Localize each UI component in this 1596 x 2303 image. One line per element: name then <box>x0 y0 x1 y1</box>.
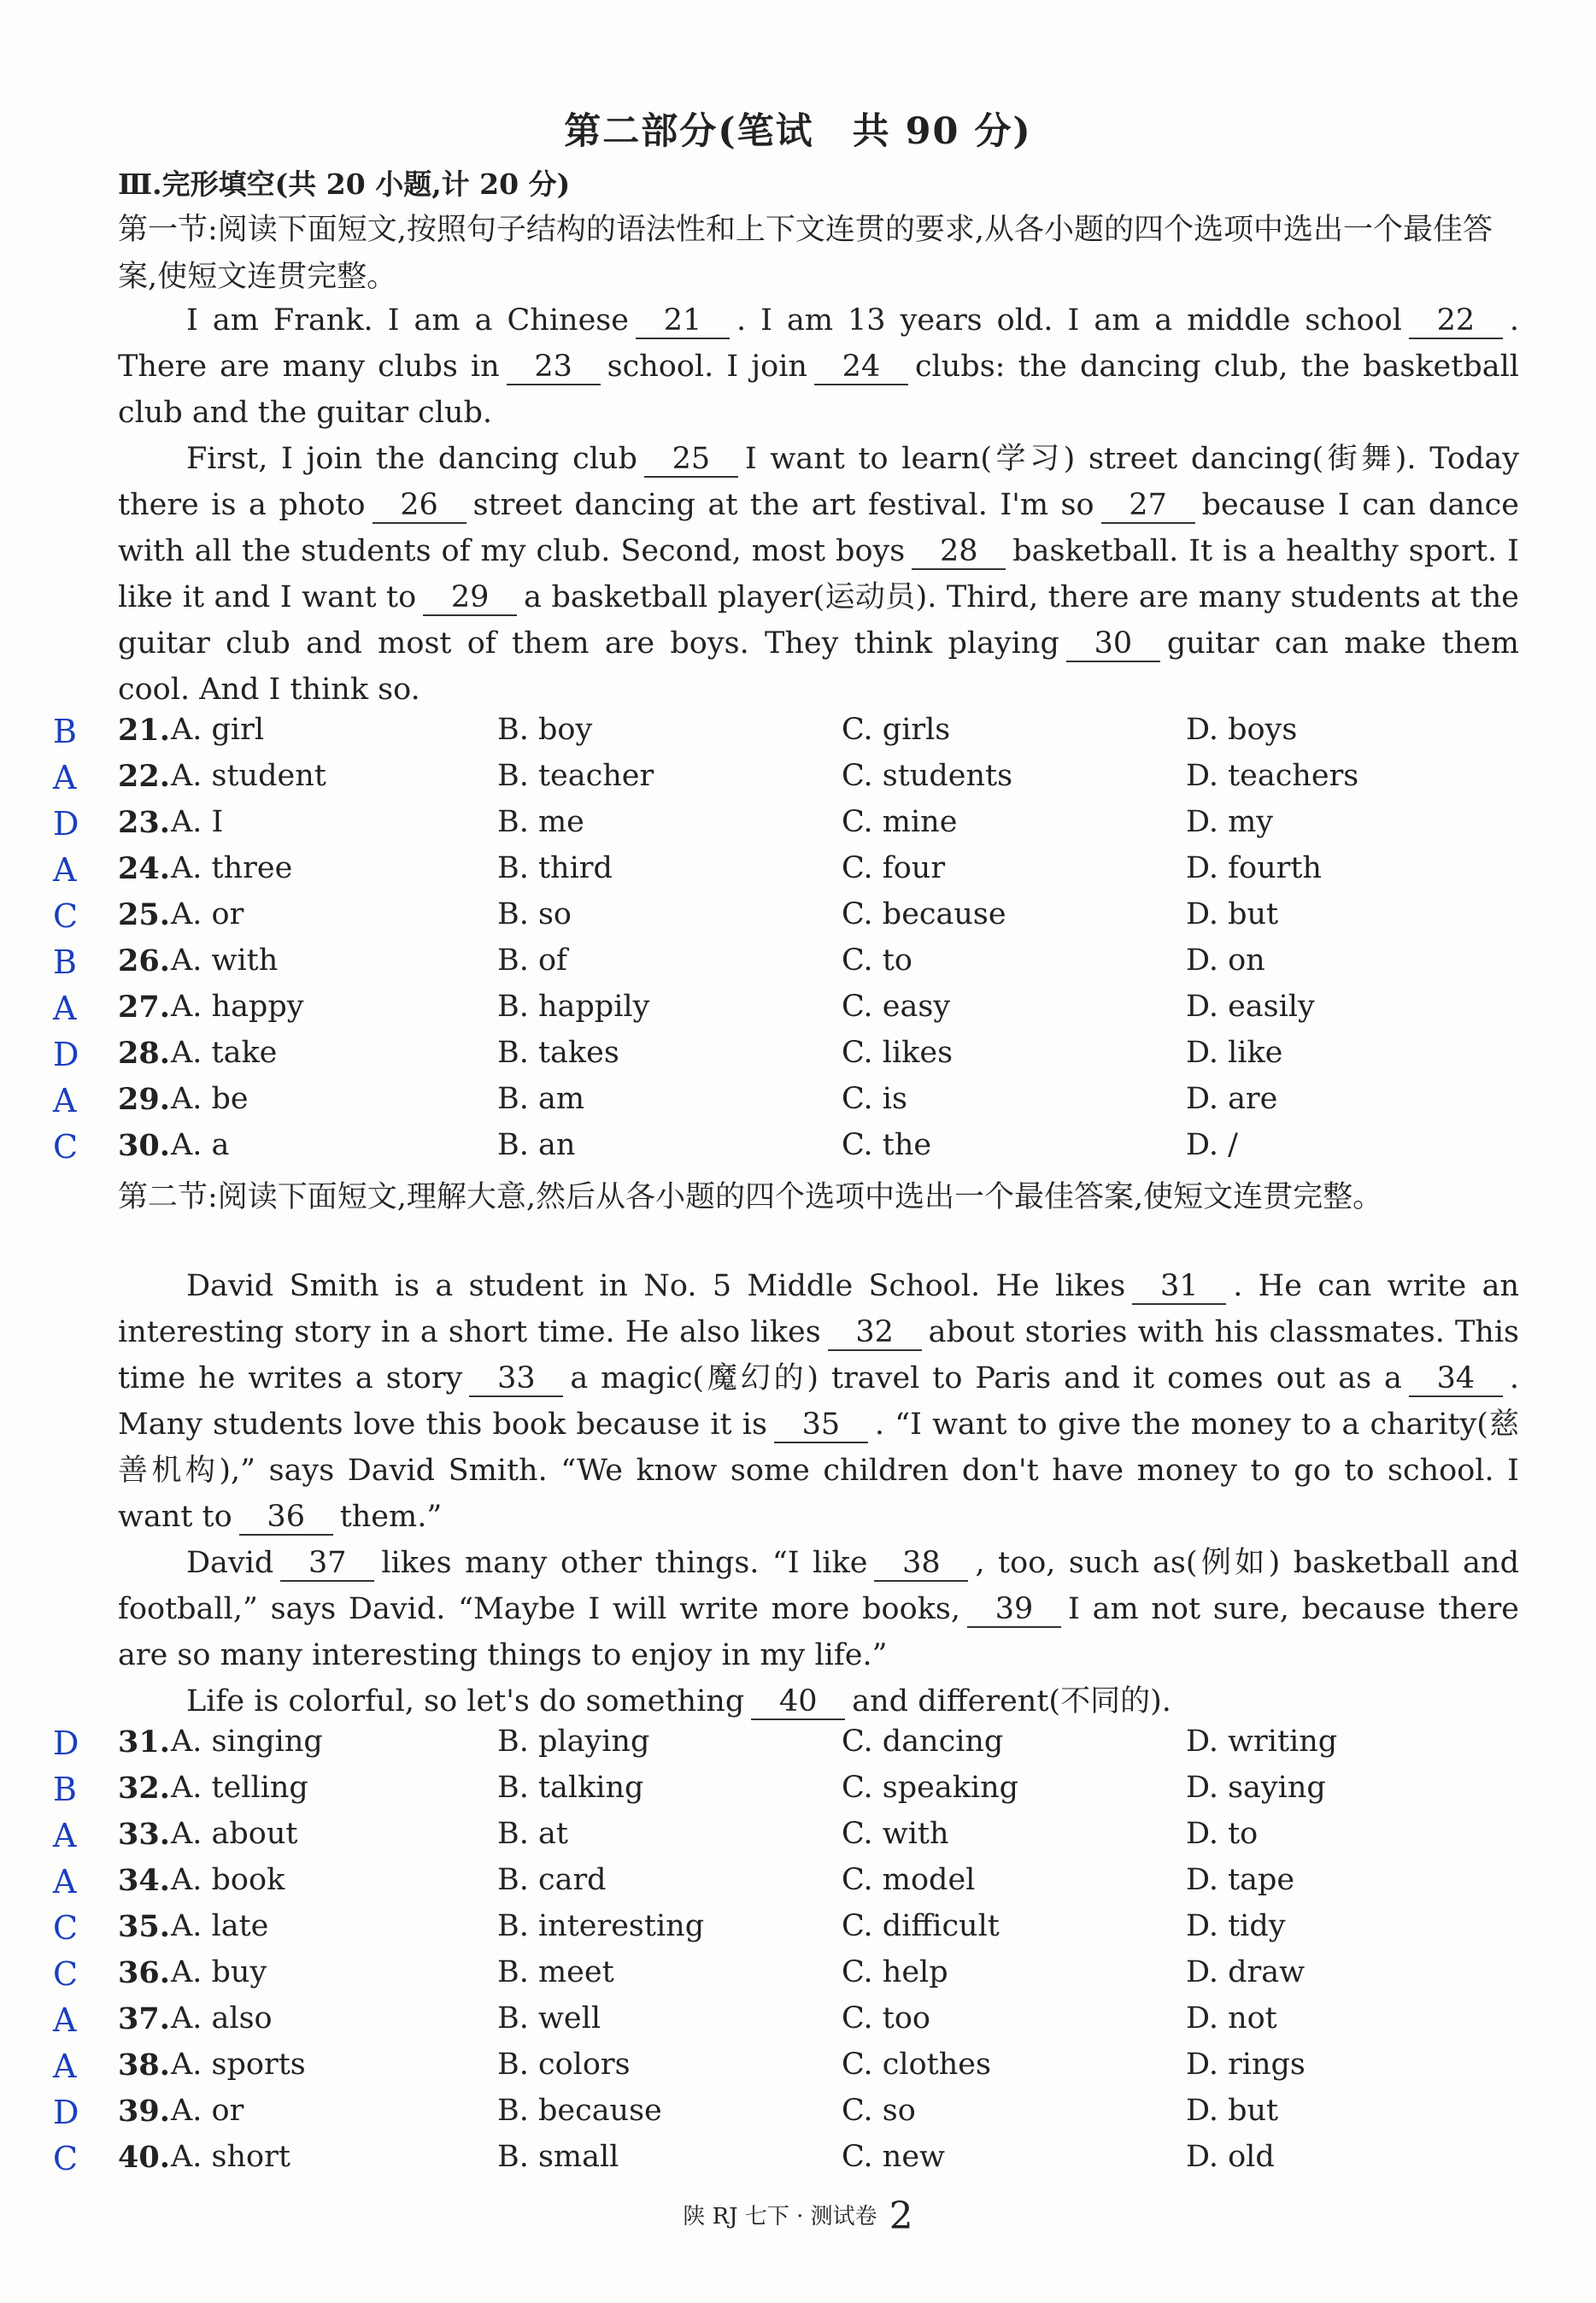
question-row <box>0 897 1596 943</box>
answer-mark: C <box>53 1909 79 1947</box>
question-row <box>0 759 1596 805</box>
answer-mark: A <box>53 1817 77 1854</box>
option-a: A. girl <box>171 713 265 747</box>
option-d: D. / <box>1186 1128 1238 1162</box>
answer-mark: D <box>53 805 79 843</box>
option-b: B. card <box>497 1863 607 1897</box>
blank-35: 35 <box>774 1407 868 1443</box>
option-d: D. draw <box>1186 1955 1306 1989</box>
option-c: C. new <box>842 2140 945 2174</box>
option-b: B. an <box>497 1128 576 1162</box>
option-d: D. old <box>1186 2140 1275 2174</box>
option-c: C. dancing <box>842 1724 1004 1759</box>
question-number: 29. <box>118 1082 170 1117</box>
option-d: D. my <box>1186 805 1274 839</box>
question-number: 31. <box>118 1724 170 1760</box>
answer-mark: A <box>53 1863 77 1901</box>
question-row <box>0 1724 1596 1771</box>
option-c: C. speaking <box>842 1771 1019 1805</box>
option-c: C. mine <box>842 805 958 839</box>
question-row <box>0 2047 1596 2094</box>
question-row <box>0 2140 1596 2186</box>
question-number: 35. <box>118 1909 170 1944</box>
option-b: B. teacher <box>497 759 654 793</box>
option-c: C. so <box>842 2094 916 2128</box>
blank-25: 25 <box>644 442 738 478</box>
question-row <box>0 1863 1596 1909</box>
option-a: A. or <box>171 2094 244 2128</box>
option-c: C. girls <box>842 713 951 747</box>
answer-mark: B <box>53 713 77 750</box>
question-number: 30. <box>118 1128 170 1163</box>
answer-mark: A <box>53 2047 77 2085</box>
option-a: A. telling <box>171 1771 308 1805</box>
question-row <box>0 990 1596 1036</box>
part2-paragraph-2: David 37 likes many other things. “I like 38 , too, such as(例如) basketball and football,” says David. “Maybe I will write more books, 39 I am not sure, because there are so many interesting things to enjoy in my life.” <box>118 1546 1519 1672</box>
option-b: B. happily <box>497 990 650 1024</box>
option-c: C. model <box>842 1863 976 1897</box>
option-c: C. students <box>842 759 1013 793</box>
option-c: C. because <box>842 897 1006 931</box>
blank-39: 39 <box>967 1592 1061 1628</box>
blank-22: 22 <box>1409 303 1503 339</box>
option-a: A. late <box>171 1909 269 1943</box>
option-d: D. but <box>1186 897 1279 931</box>
answer-mark: C <box>53 1128 79 1166</box>
question-row <box>0 1128 1596 1174</box>
question-row <box>0 1909 1596 1955</box>
option-c: C. help <box>842 1955 948 1989</box>
option-d: D. are <box>1186 1082 1278 1116</box>
question-number: 34. <box>118 1863 170 1898</box>
option-c: C. clothes <box>842 2047 991 2082</box>
question-row <box>0 1955 1596 2001</box>
option-c: C. easy <box>842 990 951 1024</box>
option-a: A. book <box>171 1863 285 1897</box>
blank-38: 38 <box>874 1546 968 1582</box>
page-title: 第二部分(笔试 共 90 分) <box>564 110 1032 153</box>
footer-label: 陕 RJ 七下 · 测试卷 <box>683 2204 877 2230</box>
option-d: D. like <box>1186 1036 1283 1070</box>
option-d: D. saying <box>1186 1771 1326 1805</box>
question-number: 38. <box>118 2047 170 2083</box>
question-row <box>0 851 1596 897</box>
section-heading: Ⅲ.完形填空(共 20 小题,计 20 分) <box>118 167 571 201</box>
option-b: B. third <box>497 851 613 885</box>
option-a: A. about <box>171 1817 298 1851</box>
question-number: 23. <box>118 805 170 840</box>
question-number: 27. <box>118 990 170 1025</box>
question-row <box>0 943 1596 990</box>
option-b: B. am <box>497 1082 585 1116</box>
option-a: A. I <box>171 805 224 839</box>
question-row <box>0 1082 1596 1128</box>
option-b: B. at <box>497 1817 568 1851</box>
option-a: A. also <box>171 2001 273 2036</box>
blank-28: 28 <box>912 534 1006 570</box>
option-c: C. difficult <box>842 1909 1000 1943</box>
question-number: 32. <box>118 1771 170 1806</box>
answer-mark: B <box>53 1771 77 1808</box>
option-a: A. sports <box>171 2047 306 2082</box>
question-number: 26. <box>118 943 170 978</box>
option-b: B. small <box>497 2140 619 2174</box>
option-b: B. talking <box>497 1771 644 1805</box>
option-b: B. so <box>497 897 572 931</box>
question-number: 22. <box>118 759 170 794</box>
question-number: 25. <box>118 897 170 932</box>
question-number: 39. <box>118 2094 170 2129</box>
question-number: 21. <box>118 713 170 748</box>
option-d: D. not <box>1186 2001 1277 2036</box>
question-number: 28. <box>118 1036 170 1071</box>
option-c: C. the <box>842 1128 932 1162</box>
option-b: B. colors <box>497 2047 631 2082</box>
option-b: B. me <box>497 805 584 839</box>
option-a: A. take <box>171 1036 278 1070</box>
page-number: 2 <box>889 2194 913 2238</box>
option-a: A. or <box>171 897 244 931</box>
option-d: D. writing <box>1186 1724 1338 1759</box>
part1-instruction: 第一节:阅读下面短文,按照句子结构的语法性和上下文连贯的要求,从各小题的四个选项中选出一个最佳答案,使短文连贯完整。 <box>118 213 1493 294</box>
option-a: A. student <box>171 759 326 793</box>
option-b: B. takes <box>497 1036 619 1070</box>
question-number: 40. <box>118 2140 170 2175</box>
option-c: C. is <box>842 1082 907 1116</box>
question-row <box>0 2001 1596 2047</box>
question-number: 33. <box>118 1817 170 1852</box>
option-b: B. well <box>497 2001 601 2036</box>
option-b: B. boy <box>497 713 593 747</box>
option-b: B. interesting <box>497 1909 705 1943</box>
option-d: D. but <box>1186 2094 1279 2128</box>
option-b: B. of <box>497 943 567 978</box>
blank-26: 26 <box>373 488 466 524</box>
blank-21: 21 <box>636 303 730 339</box>
blank-34: 34 <box>1409 1361 1503 1397</box>
question-number: 36. <box>118 1955 170 1990</box>
option-d: D. to <box>1186 1817 1259 1851</box>
option-c: C. too <box>842 2001 930 2036</box>
part1-paragraph-1: I am Frank. I am a Chinese 21 . I am 13 years old. I am a middle school 22 . There are many clubs in 23 school. I join 24 clubs: the dancing club, the basketball club and the guitar club. <box>118 303 1519 430</box>
option-a: A. with <box>171 943 279 978</box>
question-row <box>0 713 1596 759</box>
answer-mark: A <box>53 2001 77 2039</box>
blank-29: 29 <box>423 580 517 616</box>
option-b: B. playing <box>497 1724 650 1759</box>
option-c: C. with <box>842 1817 949 1851</box>
option-d: D. easily <box>1186 990 1315 1024</box>
question-row <box>0 2094 1596 2140</box>
option-d: D. rings <box>1186 2047 1306 2082</box>
page-footer <box>0 2194 1596 2238</box>
blank-36: 36 <box>239 1500 333 1536</box>
blank-32: 32 <box>828 1315 922 1351</box>
answer-mark: C <box>53 897 79 935</box>
option-c: C. to <box>842 943 912 978</box>
blank-27: 27 <box>1101 488 1195 524</box>
answer-mark: A <box>53 851 77 889</box>
answer-mark: A <box>53 759 77 796</box>
option-d: D. tape <box>1186 1863 1295 1897</box>
option-b: B. meet <box>497 1955 614 1989</box>
blank-23: 23 <box>507 350 601 385</box>
part2-instruction: 第二节:阅读下面短文,理解大意,然后从各小题的四个选项中选出一个最佳答案,使短文连贯完整。 <box>118 1180 1383 1214</box>
option-b: B. because <box>497 2094 662 2128</box>
option-a: A. singing <box>171 1724 323 1759</box>
blank-33: 33 <box>469 1361 563 1397</box>
answer-mark: D <box>53 1724 79 1762</box>
question-row <box>0 1817 1596 1863</box>
blank-40: 40 <box>751 1684 845 1720</box>
option-a: A. a <box>171 1128 230 1162</box>
part2-paragraph-3: Life is colorful, so let's do something 40 and different(不同的). <box>186 1684 1171 1718</box>
answer-mark: D <box>53 1036 79 1073</box>
answer-mark: C <box>53 1955 79 1993</box>
option-a: A. happy <box>171 990 304 1024</box>
option-d: D. tidy <box>1186 1909 1286 1943</box>
question-number: 37. <box>118 2001 170 2036</box>
option-d: D. boys <box>1186 713 1298 747</box>
question-row <box>0 1036 1596 1082</box>
option-a: A. be <box>171 1082 249 1116</box>
option-d: D. fourth <box>1186 851 1322 885</box>
option-a: A. buy <box>171 1955 267 1989</box>
answer-mark: C <box>53 2140 79 2177</box>
question-row <box>0 805 1596 851</box>
blank-24: 24 <box>814 350 908 385</box>
option-a: A. three <box>171 851 293 885</box>
answer-mark: A <box>53 990 77 1027</box>
blank-30: 30 <box>1066 626 1160 662</box>
option-c: C. four <box>842 851 946 885</box>
question-row <box>0 1771 1596 1817</box>
option-d: D. teachers <box>1186 759 1359 793</box>
option-d: D. on <box>1186 943 1265 978</box>
blank-37: 37 <box>280 1546 374 1582</box>
part2-paragraph-1: David Smith is a student in No. 5 Middle School. He likes 31 . He can write an interesting story in a short time. He also likes 32 about stories with his classmates. This time he writes a story 33 a magic(魔幻的) travel to Paris and it comes out as a 34 . Many students love this book because it is 35 . “I want to give the money to a charity(慈善机构),” says David Smith. “We know some children don't have money to go to school. I want to 36 them.” <box>118 1269 1519 1534</box>
blank-31: 31 <box>1132 1269 1226 1305</box>
answer-mark: A <box>53 1082 77 1119</box>
question-number: 24. <box>118 851 170 886</box>
option-a: A. short <box>171 2140 290 2174</box>
answer-mark: D <box>53 2094 79 2131</box>
answer-mark: B <box>53 943 77 981</box>
part1-paragraph-2: First, I join the dancing club 25 I want to learn(学习) street dancing(街舞). Today there is a photo 26 street dancing at the art festival. I'm so 27 because I can dance with all the students of my club. Second, most boys 28 basketball. It is a healthy sport. I like it and I want to 29 a basketball player(运动员). Third, there are many students at the guitar club and most of them are boys. They think playing 30 guitar can make them cool. And I think so. <box>118 442 1519 707</box>
option-c: C. likes <box>842 1036 953 1070</box>
